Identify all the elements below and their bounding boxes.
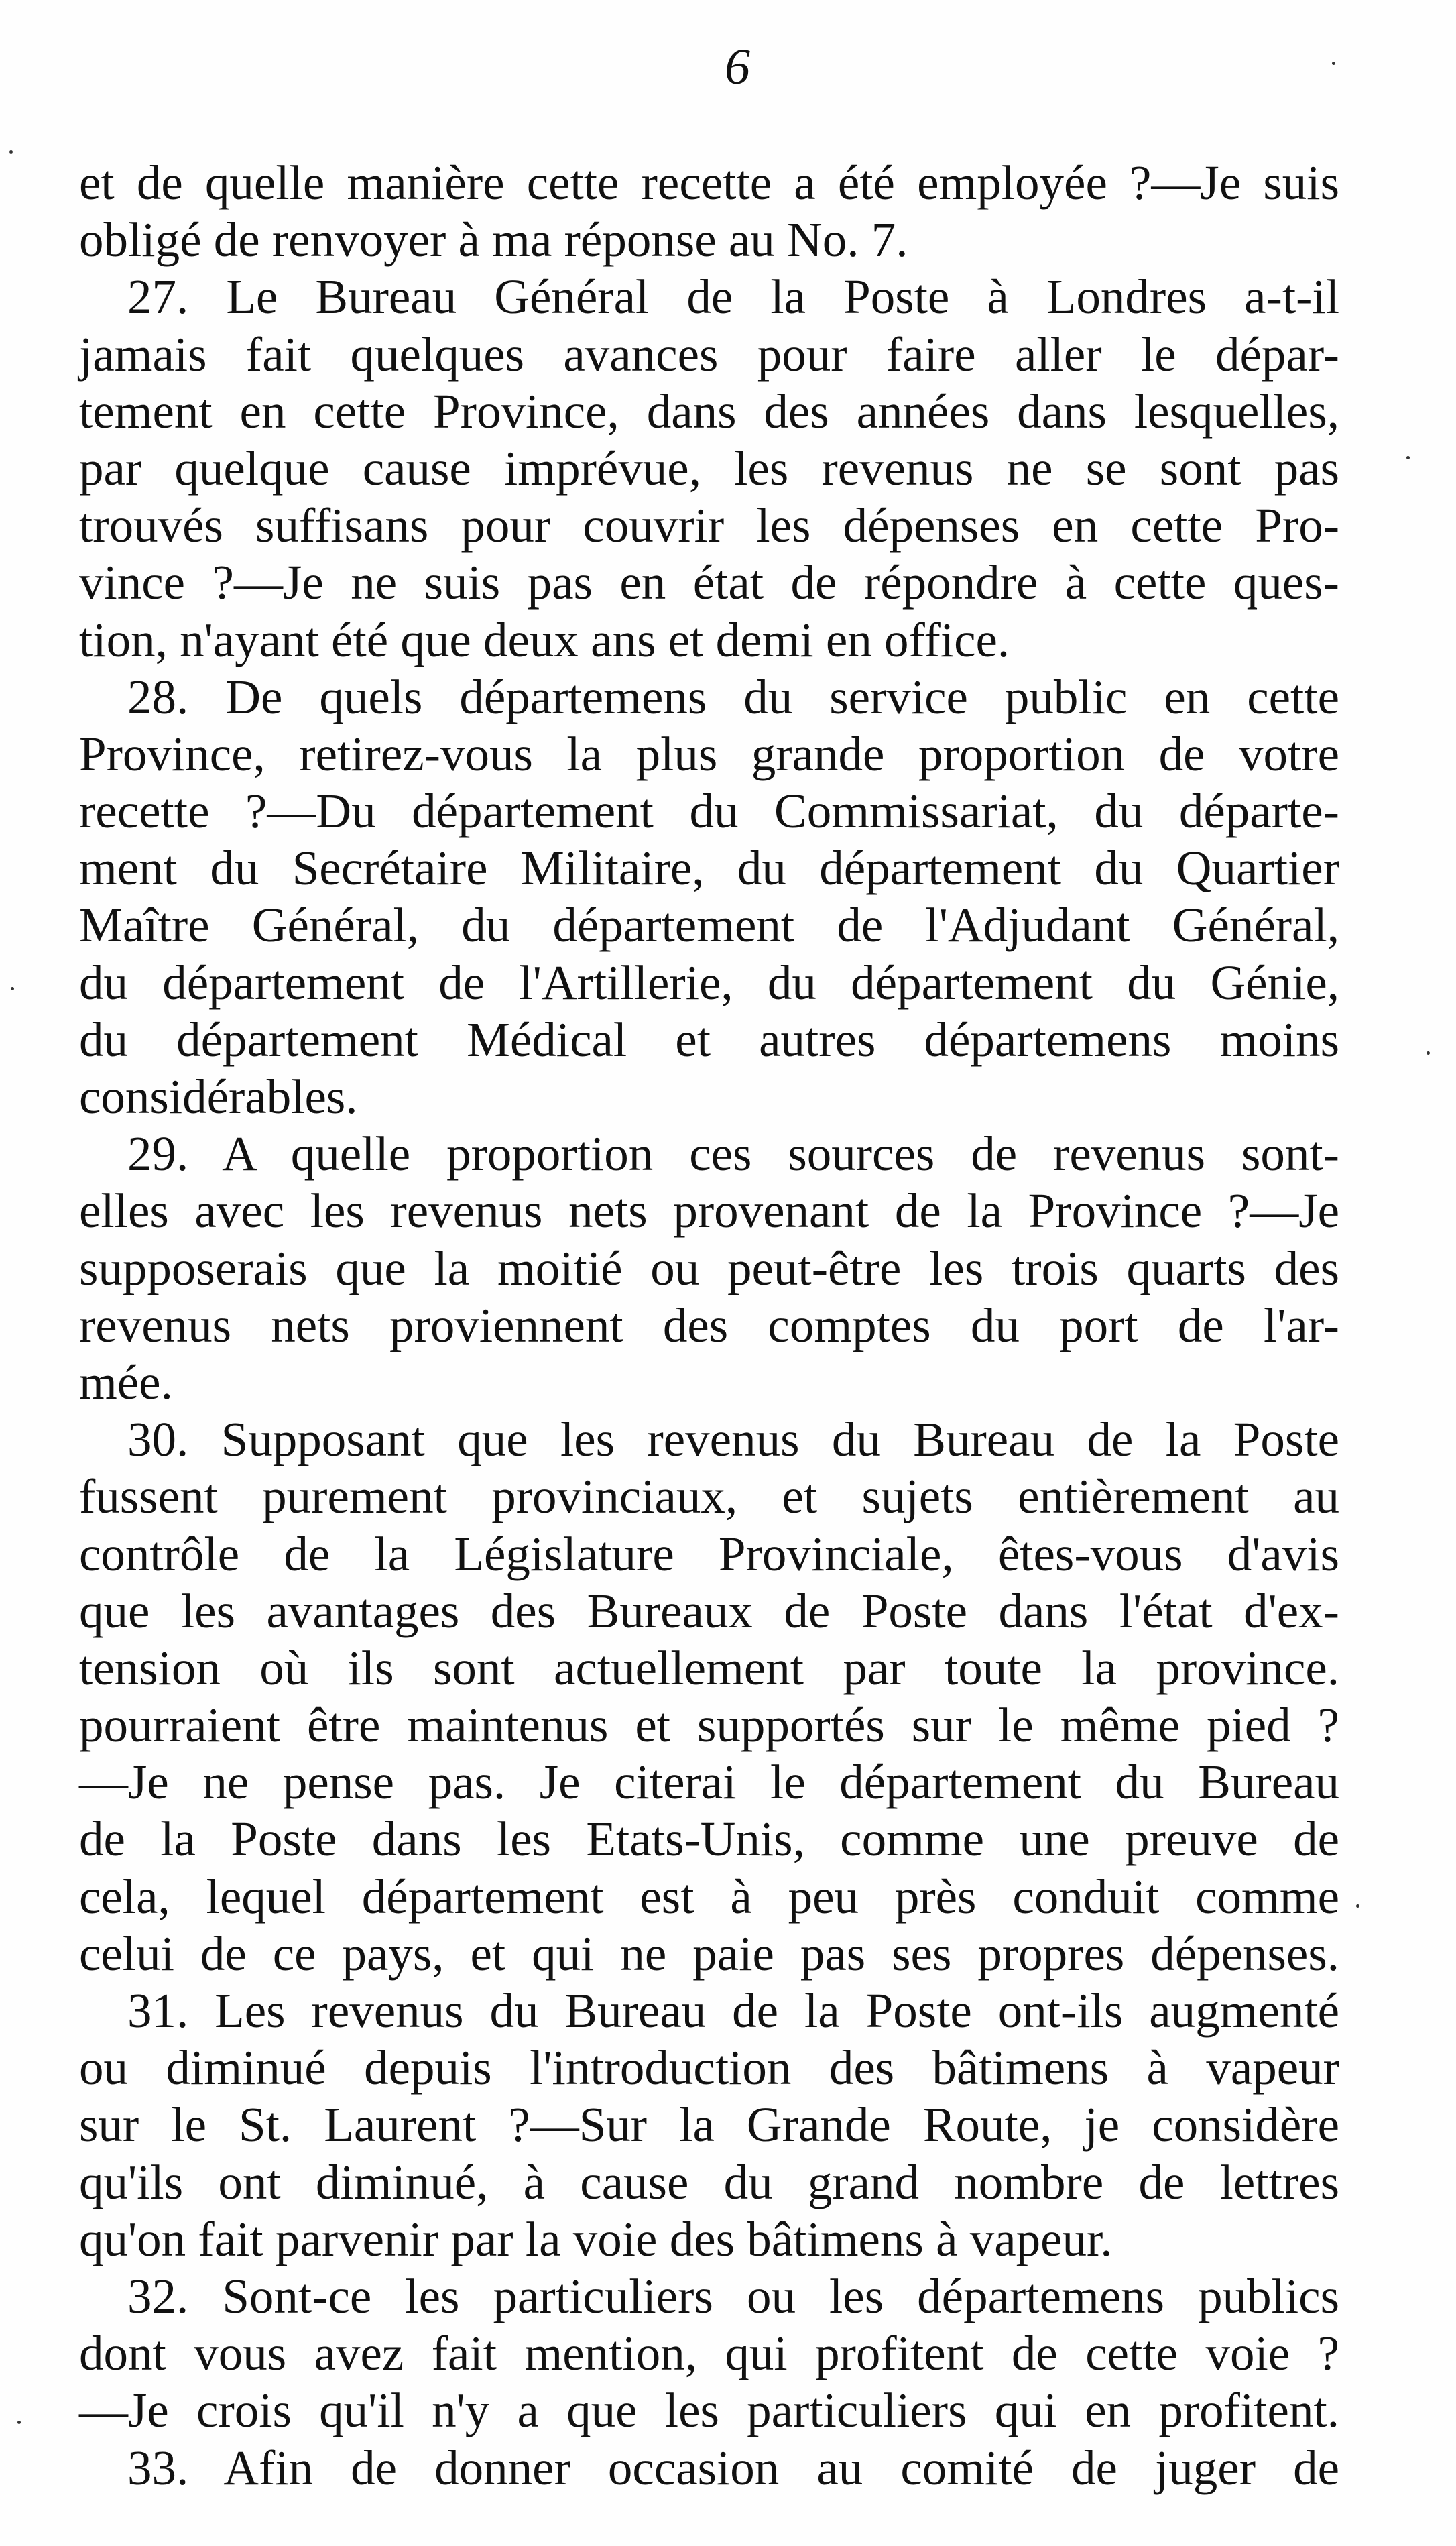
text-line: contrôle de la Législature Provinciale, êtes-vous d'avis [79, 1526, 1339, 1581]
text-line: obligé de renvoyer à ma réponse au No. 7. [79, 213, 908, 268]
text-line: ment du Secrétaire Militaire, du département du Quartier [79, 841, 1339, 896]
text-line: de la Poste dans les Etats-Unis, comme une preuve de [79, 1812, 1339, 1867]
text-line: du département Médical et autres départemens moins [79, 1012, 1339, 1067]
text-line: par quelque cause imprévue, les revenus ne se sont pas [79, 441, 1339, 496]
text-line: supposerais que la moitié ou peut-être les trois quarts des [79, 1240, 1339, 1295]
paper-speck [1427, 1051, 1430, 1055]
text-line: celui de ce pays, et qui ne paie pas ses propres dépenses. [79, 1926, 1339, 1981]
text-line: considérables. [79, 1069, 358, 1124]
text-line: cela, lequel département est à peu près conduit comme [79, 1869, 1339, 1924]
text-line: qu'ils ont diminué, à cause du grand nombre de lettres [79, 2154, 1339, 2209]
text-line: 27. Le Bureau Général de la Poste à Londres a-t-il [127, 270, 1339, 325]
text-line: Maître Général, du département de l'Adjudant Général, [79, 898, 1339, 953]
text-line: 30. Supposant que les revenus du Bureau de la Poste [127, 1412, 1339, 1467]
paper-speck [11, 987, 14, 990]
text-line: pourraient être maintenus et supportés sur le même pied ? [79, 1698, 1339, 1753]
text-line: qu'on fait parvenir par la voie des bâtimens à vapeur. [79, 2211, 1113, 2266]
body-text [79, 154, 1339, 2496]
text-line: 33. Afin de donner occasion au comité de juger de [127, 2440, 1339, 2495]
text-line: sur le St. Laurent ?—Sur la Grande Route, je considère [79, 2097, 1339, 2152]
paper-speck [17, 2421, 21, 2424]
text-line: recette ?—Du département du Commissariat, du départe- [79, 784, 1339, 839]
text-line: 29. A quelle proportion ces sources de revenus sont- [127, 1126, 1339, 1181]
text-line: jamais fait quelques avances pour faire aller le dépar- [79, 327, 1339, 382]
text-line: Province, retirez-vous la plus grande proportion de votre [79, 726, 1339, 781]
text-line: tion, n'ayant été que deux ans et demi en office. [79, 612, 1010, 667]
text-line: —Je crois qu'il n'y a que les particuliers qui en profitent. [79, 2383, 1339, 2438]
text-line: revenus nets proviennent des comptes du port de l'ar- [79, 1297, 1339, 1352]
text-line: tement en cette Province, dans des années dans lesquelles, [79, 384, 1339, 439]
page-number: 6 [725, 39, 750, 95]
text-line: —Je ne pense pas. Je citerai le département du Bureau [79, 1755, 1339, 1810]
text-line: 28. De quels départemens du service public en cette [127, 669, 1339, 724]
paper-speck [1406, 456, 1410, 459]
text-line: elles avec les revenus nets provenant de la Province ?—Je [79, 1183, 1339, 1238]
text-line: mée. [79, 1354, 173, 1409]
text-line: que les avantages des Bureaux de Poste dans l'état d'ex- [79, 1583, 1339, 1638]
text-line: ou diminué depuis l'introduction des bâtimens à vapeur [79, 2040, 1339, 2095]
text-line: trouvés suffisans pour couvrir les dépenses en cette Pro- [79, 498, 1339, 553]
text-line: tension où ils sont actuellement par toute la province. [79, 1640, 1339, 1695]
text-line: vince ?—Je ne suis pas en état de répondre à cette ques- [79, 555, 1339, 610]
text-line: et de quelle manière cette recette a été employée ?—Je suis [79, 156, 1339, 210]
text-line: 31. Les revenus du Bureau de la Poste ont-ils augmenté [127, 1983, 1339, 2038]
text-line: dont vous avez fait mention, qui profitent de cette voie ? [79, 2326, 1339, 2381]
text-line: 32. Sont-ce les particuliers ou les départemens publics [127, 2268, 1339, 2323]
text-line: fussent purement provinciaux, et sujets entièrement au [79, 1469, 1339, 1524]
paper-speck [9, 150, 13, 154]
paper-speck [1332, 62, 1335, 65]
paper-speck [1356, 1904, 1359, 1908]
text-line: du département de l'Artillerie, du département du Génie, [79, 955, 1339, 1010]
